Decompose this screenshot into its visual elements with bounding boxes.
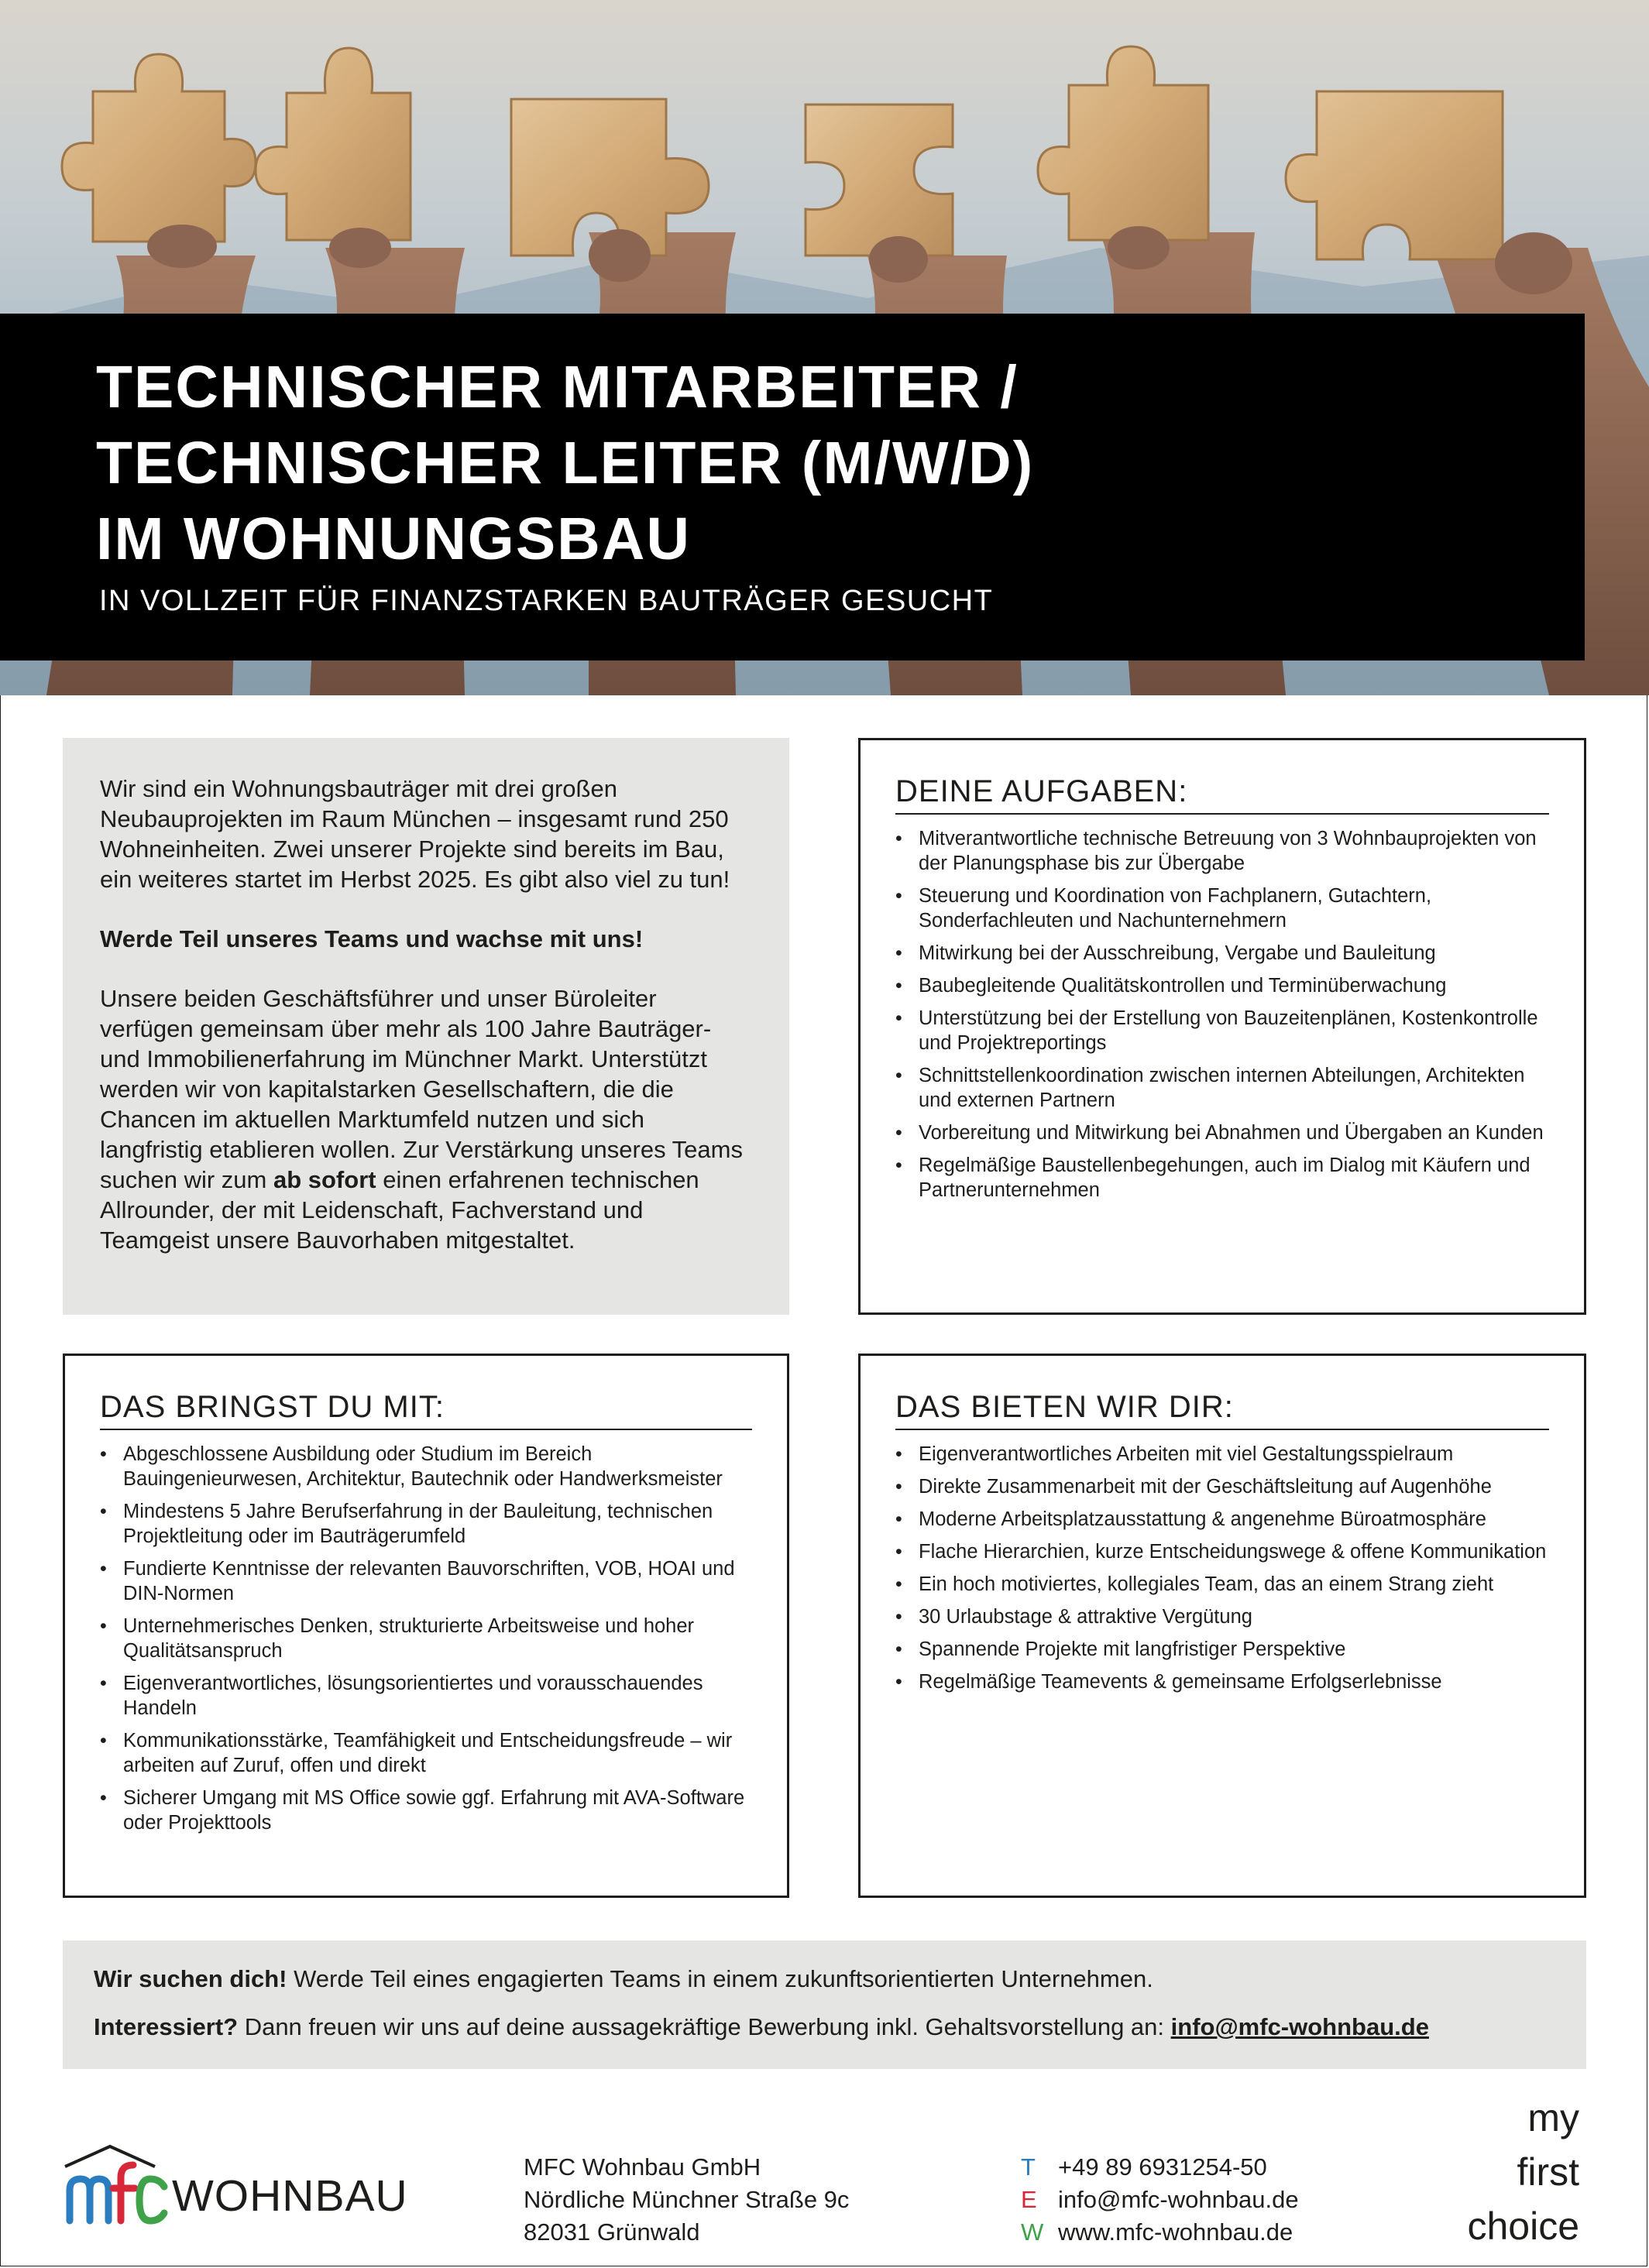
- list-item: • Mitverantwortliche technische Betreuung von 3 Wohnbauprojekten von der Planungsphase bis zur Übergabe: [895, 826, 1549, 876]
- mfc-logo-mark: [62, 2143, 170, 2229]
- requirements-panel: [63, 1354, 789, 1898]
- cta-line-1: [94, 1964, 1555, 1995]
- company-city: 82031 Grünwald: [524, 2218, 700, 2246]
- slogan-line-2: first: [1517, 2150, 1579, 2194]
- tasks-heading: DEINE AUFGABEN:: [895, 776, 1549, 815]
- cta-line-1-bold: Wir suchen dich!: [94, 1965, 287, 1992]
- list-item: • Eigenverantwortliches Arbeiten mit viel Gestaltungsspielraum: [895, 1442, 1549, 1467]
- list-item: • Mitwirkung bei der Ausschreibung, Vergabe und Bauleitung: [895, 941, 1549, 966]
- email-label: E: [1021, 2186, 1037, 2213]
- slogan: [1467, 2091, 1579, 2253]
- list-item: • Regelmäßige Baustellenbegehungen, auch im Dialog mit Käufern und Partnerunternehmen: [895, 1153, 1549, 1203]
- job-subtitle: IN VOLLZEIT FÜR FINANZSTARKEN BAUTRÄGER GESUCHT: [99, 585, 994, 617]
- intro-paragraph-2-end: einen erfahrenen technischen Allrounder, der mit Leidenschaft, Fachverstand und Teamgeist unsere Bauvorhaben mitgestaltet.: [100, 1166, 699, 1254]
- company-address: [524, 2151, 849, 2249]
- tasks-list: [895, 826, 1549, 1203]
- phone-number[interactable]: +49 89 6931254-50: [1058, 2153, 1267, 2181]
- cta-line-2-bold: Interessiert?: [94, 2013, 239, 2040]
- title-band: [0, 314, 1585, 660]
- list-item: • Flache Hierarchien, kurze Entscheidungswege & offene Kommunikation: [895, 1539, 1549, 1564]
- list-item: • Moderne Arbeitsplatzausstattung & angenehme Büroatmosphäre: [895, 1507, 1549, 1532]
- list-item: • Eigenverantwortliches, lösungsorientiertes und vorausschauendes Handeln: [100, 1671, 752, 1721]
- company-logo: [62, 2143, 418, 2229]
- requirements-heading: DAS BRINGST DU MIT:: [100, 1391, 752, 1430]
- list-item: • Vorbereitung und Mitwirkung bei Abnahmen und Übergaben an Kunden: [895, 1120, 1549, 1145]
- list-item: • Kommunikationsstärke, Teamfähigkeit und Entscheidungsfreude – wir arbeiten auf Zuruf, offen und direkt: [100, 1728, 752, 1778]
- company-name: MFC Wohnbau GmbH: [524, 2153, 761, 2181]
- logo-wordmark: WOHNBAU: [172, 2171, 408, 2221]
- requirements-list: [100, 1442, 752, 1835]
- intro-paragraph-2-start: Unsere beiden Geschäftsführer und unser Büroleiter verfügen gemeinsam über mehr als 100 Jahre Bauträger- und Immobilienerfahrung im Münchner Markt. Unterstützt werden wir von kapitalstarken Gesellschaftern, die die Chancen im aktuellen Marktumfeld nutzen und sich langfristig etablieren wollen. Zur Verstärkung unseres Teams suchen wir zum: [100, 985, 743, 1193]
- company-contact: [1021, 2151, 1299, 2249]
- phone-row: [1021, 2151, 1299, 2184]
- benefits-heading: DAS BIETEN WIR DIR:: [895, 1391, 1549, 1430]
- cta-line-2: [94, 2012, 1555, 2043]
- web-label: W: [1021, 2218, 1044, 2246]
- intro-lead: Werde Teil unseres Teams und wachse mit uns!: [100, 925, 644, 952]
- list-item: • 30 Urlaubstage & attraktive Vergütung: [895, 1604, 1549, 1629]
- list-item: • Abgeschlossene Ausbildung oder Studium im Bereich Bauingenieurwesen, Architektur, Bautechnik oder Handwerksmeister: [100, 1442, 752, 1491]
- list-item: • Schnittstellenkoordination zwischen internen Abteilungen, Architekten und externen Partnern: [895, 1063, 1549, 1113]
- slogan-line-1: my: [1527, 2096, 1579, 2139]
- list-item: • Unternehmerisches Denken, strukturierte Arbeitsweise und hoher Qualitätsanspruch: [100, 1614, 752, 1663]
- email-row: [1021, 2184, 1299, 2216]
- list-item: • Baubegleitende Qualitätskontrollen und Terminüberwachung: [895, 973, 1549, 998]
- list-item: • Steuerung und Koordination von Fachplanern, Gutachtern, Sonderfachleuten und Nachunternehmern: [895, 884, 1549, 933]
- benefits-panel: [858, 1354, 1586, 1898]
- hero-section: [0, 0, 1649, 695]
- job-title-line-1: TECHNISCHER MITARBEITER /: [96, 354, 1019, 420]
- intro-paragraph-1: Wir sind ein Wohnungsbauträger mit drei großen Neubauprojekten im Raum München – insgesamt rund 250 Wohneinheiten. Zwei unserer Projekte sind bereits im Bau, ein weiteres startet im Herbst 2025. Es gibt also viel zu tun!: [100, 775, 730, 893]
- cta-line-2-text: Dann freuen wir uns auf deine aussagekräftige Bewerbung inkl. Gehaltsvorstellung an:: [238, 2013, 1171, 2040]
- intro-paragraph-2: [100, 983, 752, 1255]
- list-item: • Ein hoch motiviertes, kollegiales Team, das an einem Strang zieht: [895, 1572, 1549, 1597]
- company-street: Nördliche Münchner Straße 9c: [524, 2186, 850, 2213]
- application-email-link[interactable]: info@mfc-wohnbau.de: [1170, 2013, 1429, 2040]
- benefits-list: [895, 1442, 1549, 1694]
- job-title-line-2: TECHNISCHER LEITER (M/W/D): [96, 430, 1035, 496]
- cta-line-1-text: Werde Teil eines engagierten Teams in einem zukunftsorientierten Unternehmen.: [287, 1965, 1153, 1992]
- list-item: • Direkte Zusammenarbeit mit der Geschäftsleitung auf Augenhöhe: [895, 1474, 1549, 1499]
- list-item: • Fundierte Kenntnisse der relevanten Bauvorschriften, VOB, HOAI und DIN-Normen: [100, 1556, 752, 1606]
- intro-paragraph-2-bold: ab sofort: [273, 1166, 376, 1193]
- list-item: • Spannende Projekte mit langfristiger Perspektive: [895, 1637, 1549, 1662]
- contact-email-link[interactable]: info@mfc-wohnbau.de: [1058, 2186, 1299, 2213]
- phone-label: T: [1021, 2153, 1036, 2181]
- slogan-line-3: choice: [1467, 2205, 1579, 2248]
- intro-panel: [63, 738, 789, 1315]
- list-item: • Regelmäßige Teamevents & gemeinsame Erfolgserlebnisse: [895, 1669, 1549, 1694]
- web-row: [1021, 2216, 1299, 2249]
- website-link[interactable]: www.mfc-wohnbau.de: [1058, 2218, 1293, 2246]
- call-to-action-panel: [63, 1940, 1586, 2069]
- list-item: • Unterstützung bei der Erstellung von Bauzeitenplänen, Kostenkontrolle und Projektreportings: [895, 1006, 1549, 1055]
- list-item: • Sicherer Umgang mit MS Office sowie ggf. Erfahrung mit AVA-Software oder Projekttools: [100, 1786, 752, 1835]
- job-title-line-3: IM WOHNUNGSBAU: [96, 506, 691, 572]
- list-item: • Mindestens 5 Jahre Berufserfahrung in der Bauleitung, technischen Projektleitung oder im Bauträgerumfeld: [100, 1499, 752, 1549]
- tasks-panel: [858, 738, 1586, 1315]
